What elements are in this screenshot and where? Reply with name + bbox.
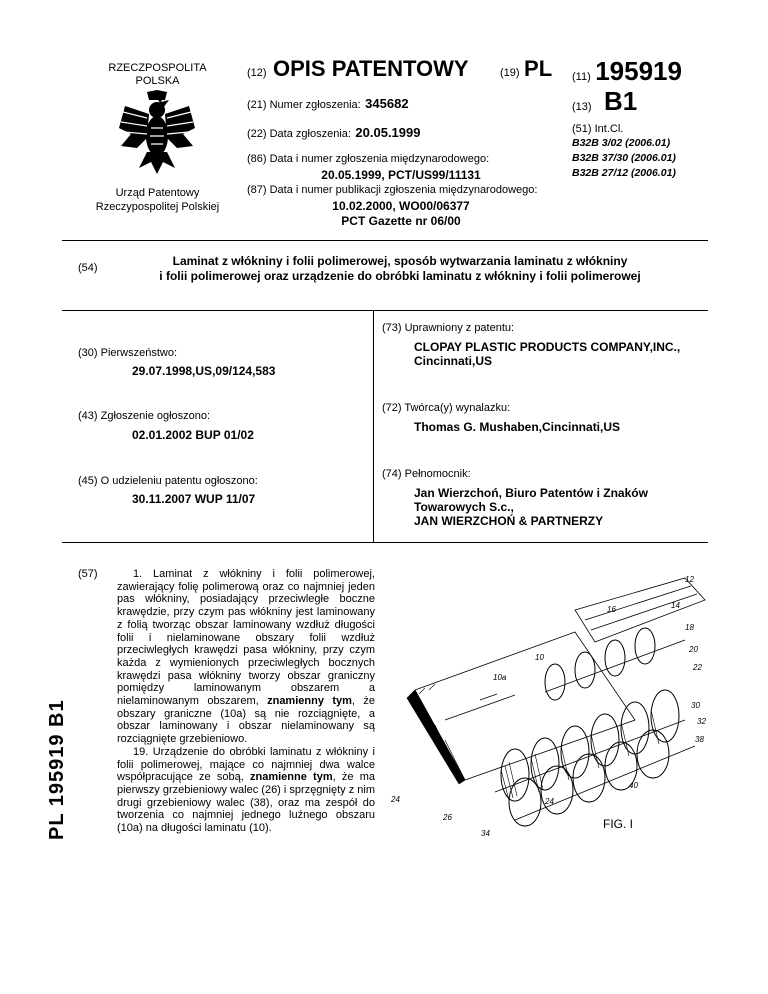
patent-figure-drawing	[385, 570, 715, 840]
label-87: (87) Data i numer publikacji zgłoszenia międzynarodowego:	[247, 184, 538, 196]
patent-title-2: i folii polimerowej oraz urządzenie do obróbki laminatu z włókniny i folii polimerowej	[159, 269, 641, 283]
intl-publication: 10.02.2000, WO00/06377	[332, 199, 470, 213]
label-30: (30) Pierwszeństwo:	[78, 347, 178, 359]
divider	[62, 542, 708, 543]
code-19: (19)	[500, 67, 520, 79]
attorney-line: JAN WIERZCHOŃ & PARTNERZY	[414, 514, 604, 528]
patent-title: Laminat z włókniny i folii polimerowej, sposób wytwarzania laminatu z włókniny	[172, 254, 628, 268]
owner-name: CLOPAY PLASTIC PRODUCTS COMPANY,INC.,	[414, 340, 681, 354]
country-name-2: POLSKA	[135, 75, 180, 87]
svg-text:18: 18	[685, 623, 694, 632]
svg-text:32: 32	[697, 717, 706, 726]
abstract-paragraph: 1. Laminat z włókniny i folii polimerowej, zawierający folię polimerową oraz co najmniej jeden pas włókniny, posiadający przeciwległe boczne krawędzie, przy czym pas włókniny jest laminowany z folią tworząc obszar laminowany wzdłuż długości folii i nielaminowane obszary folii wzdłuż przeciwległych krawędzi pasa włókniny, przy czym każda z wymienionych przeciwległych bocznych krawędzi pasa włókniny tworzy obszar graniczny pomiędzy laminowanym obszarem a nielaminowanym obszarem, znamienny tym, że obszary graniczne (10a) są nie rozciągnięte, a obszar laminowany i obszar nielaminowany są rozciągnięte grzebieniowo.	[117, 568, 375, 746]
svg-text:34: 34	[481, 829, 490, 838]
kind-code: B1	[604, 86, 638, 116]
code-13: (13)	[572, 101, 592, 113]
label-51: (51) Int.Cl.	[572, 123, 624, 135]
svg-text:12: 12	[685, 575, 694, 584]
inventor-value: Thomas G. Mushaben,Cincinnati,US	[414, 420, 621, 434]
patent-office-name-2: Rzeczypospolitej Polskiej	[95, 201, 220, 213]
side-patent-label: PL 195919 B1	[46, 699, 68, 840]
label-72: (72) Twórca(y) wynalazku:	[382, 402, 511, 414]
patent-number: 195919	[595, 56, 682, 86]
ipc-class: B32B 27/12 (2006.01)	[572, 167, 676, 179]
grant-value: 30.11.2007 WUP 11/07	[132, 492, 256, 506]
svg-text:38: 38	[695, 735, 704, 744]
column-divider	[373, 310, 374, 542]
label-86: (86) Data i numer zgłoszenia międzynarodowego:	[247, 153, 490, 165]
divider	[62, 310, 708, 311]
svg-text:30: 30	[691, 701, 700, 710]
label-74: (74) Pełnomocnik:	[382, 468, 471, 480]
svg-text:40: 40	[629, 781, 638, 790]
country-code: PL	[524, 56, 553, 81]
label-43: (43) Zgłoszenie ogłoszono:	[78, 410, 211, 422]
owner-city: Cincinnati,US	[414, 354, 493, 368]
code-11: (11)	[572, 71, 591, 83]
label-21: (21) Numer zgłoszenia:	[247, 99, 361, 111]
svg-text:22: 22	[693, 663, 702, 672]
polish-eagle-emblem	[117, 88, 197, 176]
patent-office-name: Urząd Patentowy	[115, 187, 200, 199]
label-73: (73) Uprawniony z patentu:	[382, 322, 515, 334]
attorney-line: Jan Wierzchoń, Biuro Patentów i Znaków	[414, 486, 648, 500]
code-57: (57)	[78, 568, 98, 580]
divider	[62, 240, 708, 241]
svg-text:10a: 10a	[493, 673, 507, 682]
label-22: (22) Data zgłoszenia:	[247, 128, 351, 140]
doc-type: OPIS PATENTOWY	[273, 56, 469, 81]
country-name: RZECZPOSPOLITA	[108, 62, 207, 74]
svg-text:24: 24	[545, 797, 554, 806]
svg-text:16: 16	[607, 605, 616, 614]
priority-value: 29.07.1998,US,09/124,583	[132, 364, 276, 378]
application-number: 345682	[365, 96, 409, 111]
intl-application: 20.05.1999, PCT/US99/11131	[321, 168, 481, 182]
code-12: (12)	[247, 67, 267, 79]
svg-text:20: 20	[689, 645, 698, 654]
ipc-class: B32B 3/02 (2006.01)	[572, 137, 671, 149]
figure-label: FIG. I	[603, 817, 633, 831]
code-54: (54)	[78, 262, 98, 274]
svg-text:26: 26	[443, 813, 452, 822]
pct-gazette: PCT Gazette nr 06/00	[341, 214, 461, 228]
attorney-line: Towarowych S.c.,	[414, 500, 514, 514]
filing-date: 20.05.1999	[355, 125, 421, 140]
ipc-class: B32B 37/30 (2006.01)	[572, 152, 676, 164]
label-45: (45) O udzieleniu patentu ogłoszono:	[78, 475, 258, 487]
app-pub-value: 02.01.2002 BUP 01/02	[132, 428, 254, 442]
svg-text:24: 24	[391, 795, 400, 804]
svg-text:10: 10	[535, 653, 544, 662]
svg-text:14: 14	[671, 601, 680, 610]
abstract-paragraph: 19. Urządzenie do obróbki laminatu z włókniny i folii polimerowej, mające co najmniej dwa walce współpracujące ze sobą, znamienne tym, że ma pierwszy grzebieniowy walec (26) i sprzęgnięty z nim drugi grzebieniowy walec (38), oraz ma zespół do tworzenia co najmniej jednego luźnego obszaru (10a) na długości laminatu (10).	[117, 745, 375, 835]
